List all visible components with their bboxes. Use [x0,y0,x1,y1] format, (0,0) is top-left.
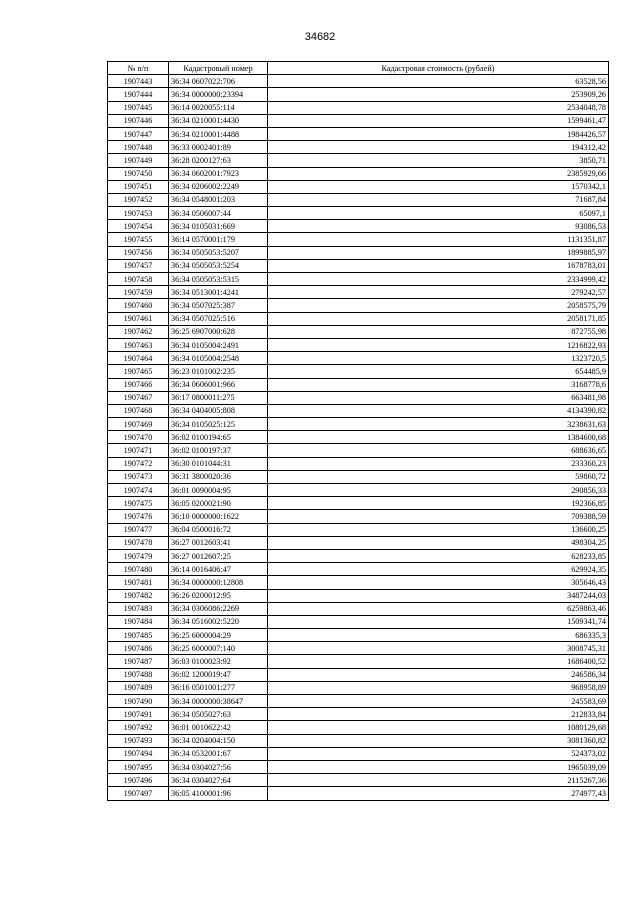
row-number-cell: 1907468 [108,404,169,417]
table-row [108,681,609,694]
table-header [108,62,609,75]
row-number-cell: 1907469 [108,418,169,431]
row-number-cell: 1907454 [108,220,169,233]
table-row [108,760,609,773]
cadastral-number-cell: 36:34 0000000:38647 [169,695,268,708]
cadastral-value-cell: 1384600,68 [268,431,609,444]
row-number-cell: 1907444 [108,88,169,101]
row-number-cell: 1907470 [108,431,169,444]
table-row [108,549,609,562]
row-number-cell: 1907485 [108,629,169,642]
cadastral-value-cell: 65097,1 [268,207,609,220]
cadastral-value-cell: 3168778,6 [268,378,609,391]
cadastral-value-cell: 279242,57 [268,286,609,299]
table-row [108,101,609,114]
cadastral-value-cell: 2385929,66 [268,167,609,180]
cadastral-number-cell: 36:34 0507025:387 [169,299,268,312]
cadastral-number-cell: 36:17 0800011:275 [169,391,268,404]
row-number-cell: 1907491 [108,708,169,721]
cadastral-value-cell: 629924,35 [268,563,609,576]
cadastral-value-cell: 246586,34 [268,668,609,681]
cadastral-value-cell: 1131351,87 [268,233,609,246]
row-number-cell: 1907461 [108,312,169,325]
table-row [108,536,609,549]
page-number: 34682 [304,31,336,43]
table-row [108,154,609,167]
table-row [108,299,609,312]
row-number-cell: 1907453 [108,207,169,220]
cadastral-number-cell: 36:34 0304027:56 [169,760,268,773]
cadastral-number-cell: 36:34 0206002:2249 [169,180,268,193]
row-number-cell: 1907488 [108,668,169,681]
cadastral-number-cell: 36:34 0404005:808 [169,404,268,417]
cadastral-number-cell: 36:34 0607022:706 [169,75,268,88]
table-row [108,167,609,180]
cadastral-value-cell: 686335,3 [268,629,609,642]
cadastral-value-cell: 3081360,82 [268,734,609,747]
cadastral-number-cell: 36:34 0105025:125 [169,418,268,431]
table-row [108,615,609,628]
row-number-cell: 1907455 [108,233,169,246]
cadastral-number-cell: 36:34 0000000:23394 [169,88,268,101]
cadastral-number-cell: 36:27 0012603:41 [169,536,268,549]
cadastral-value-cell: 1323720,5 [268,352,609,365]
table-row [108,114,609,127]
row-number-cell: 1907456 [108,246,169,259]
cadastral-value-cell: 3238631,63 [268,418,609,431]
table-row [108,589,609,602]
table-row [108,787,609,800]
row-number-cell: 1907465 [108,365,169,378]
table-row [108,457,609,470]
table-row [108,180,609,193]
cadastral-value-cell: 1686400,52 [268,655,609,668]
table-row [108,655,609,668]
table-row [108,774,609,787]
table-row [108,747,609,760]
table-row [108,220,609,233]
table-row [108,734,609,747]
cadastral-value-cell: 194312,42 [268,141,609,154]
cadastral-value-cell: 3008745,31 [268,642,609,655]
cadastral-number-cell: 36:34 0505053:5254 [169,259,268,272]
row-number-cell: 1907451 [108,180,169,193]
cadastral-value-cell: 136600,25 [268,523,609,536]
cadastral-value-table [107,61,609,801]
cadastral-value-cell: 968958,89 [268,681,609,694]
table-row [108,431,609,444]
row-number-cell: 1907445 [108,101,169,114]
cadastral-value-cell: 3850,71 [268,154,609,167]
cadastral-number-cell: 36:14 0016406:47 [169,563,268,576]
cadastral-value-cell: 2334999,42 [268,273,609,286]
cadastral-number-cell: 36:34 0505053:5315 [169,273,268,286]
table-row [108,325,609,338]
table-row [108,286,609,299]
cadastral-number-cell: 36:34 0105004:2548 [169,352,268,365]
row-number-cell: 1907495 [108,760,169,773]
row-number-cell: 1907490 [108,695,169,708]
cadastral-number-cell: 36:01 0010622:42 [169,721,268,734]
row-number-cell: 1907462 [108,325,169,338]
row-number-cell: 1907447 [108,127,169,140]
row-number-cell: 1907478 [108,536,169,549]
table-row [108,695,609,708]
table-row [108,193,609,206]
row-number-cell: 1907487 [108,655,169,668]
cadastral-value-cell: 1965039,09 [268,760,609,773]
cadastral-number-cell: 36:34 0606001:966 [169,378,268,391]
cadastral-value-cell: 6259863,46 [268,602,609,615]
cadastral-number-cell: 36:23 0101002:235 [169,365,268,378]
row-number-cell: 1907458 [108,273,169,286]
table-row [108,668,609,681]
cadastral-number-cell: 36:34 0505053:5207 [169,246,268,259]
row-number-cell: 1907486 [108,642,169,655]
cadastral-value-cell: 1899885,97 [268,246,609,259]
row-number-cell: 1907457 [108,259,169,272]
cadastral-number-cell: 36:14 0570001:179 [169,233,268,246]
row-number-cell: 1907449 [108,154,169,167]
cadastral-value-cell: 498304,25 [268,536,609,549]
cadastral-number-cell: 36:05 0200021:90 [169,497,268,510]
cadastral-value-cell: 2534048,78 [268,101,609,114]
cadastral-number-cell: 36:14 0020055:114 [169,101,268,114]
table-row [108,127,609,140]
cadastral-number-cell: 36:34 0602001:7923 [169,167,268,180]
row-number-cell: 1907497 [108,787,169,800]
cadastral-value-cell: 872755,98 [268,325,609,338]
table-row [108,708,609,721]
table-row [108,470,609,483]
cadastral-number-cell: 36:34 0505027:63 [169,708,268,721]
table-row [108,629,609,642]
cadastral-number-cell: 36:04 0500016:72 [169,523,268,536]
row-number-cell: 1907473 [108,470,169,483]
row-number-cell: 1907448 [108,141,169,154]
cadastral-value-cell: 59860,72 [268,470,609,483]
row-number-cell: 1907475 [108,497,169,510]
cadastral-value-cell: 709388,59 [268,510,609,523]
table-row [108,444,609,457]
cadastral-number-cell: 36:34 0204004:150 [169,734,268,747]
row-number-cell: 1907496 [108,774,169,787]
cadastral-value-cell: 71687,84 [268,193,609,206]
cadastral-number-cell: 36:34 0532001:67 [169,747,268,760]
table-row [108,418,609,431]
cadastral-number-cell: 36:34 0105004:2491 [169,338,268,351]
cadastral-number-cell: 36:34 0507025:516 [169,312,268,325]
cadastral-number-cell: 36:34 0210001:4488 [169,127,268,140]
cadastral-value-cell: 1216822,93 [268,338,609,351]
cadastral-number-cell: 36:34 0516002:5220 [169,615,268,628]
row-number-cell: 1907480 [108,563,169,576]
cadastral-number-cell: 36:34 0513001:4241 [169,286,268,299]
cadastral-number-cell: 36:16 0501001:277 [169,681,268,694]
row-number-cell: 1907443 [108,75,169,88]
cadastral-number-cell: 36:25 6907000:628 [169,325,268,338]
cadastral-number-cell: 36:34 0000000:12808 [169,576,268,589]
cadastral-number-cell: 36:27 0012607:25 [169,549,268,562]
cadastral-value-cell: 654485,9 [268,365,609,378]
row-number-cell: 1907489 [108,681,169,694]
cadastral-number-cell: 36:01 0090004:95 [169,484,268,497]
cadastral-number-cell: 36:34 0210001:4430 [169,114,268,127]
cadastral-value-cell: 93086,53 [268,220,609,233]
cadastral-value-cell: 1080129,68 [268,721,609,734]
table-row [108,642,609,655]
cadastral-number-cell: 36:05 4100001:96 [169,787,268,800]
table-row [108,246,609,259]
table-row [108,721,609,734]
cadastral-number-cell: 36:25 6000007:140 [169,642,268,655]
cadastral-value-cell: 305646,43 [268,576,609,589]
table-row [108,391,609,404]
table-row [108,365,609,378]
cadastral-value-cell: 274977,43 [268,787,609,800]
cadastral-number-cell: 36:10 0000000:1622 [169,510,268,523]
cadastral-value-cell: 1678783,01 [268,259,609,272]
row-number-cell: 1907482 [108,589,169,602]
row-number-cell: 1907466 [108,378,169,391]
cadastral-value-cell: 663481,98 [268,391,609,404]
cadastral-number-cell: 36:30 0101044:31 [169,457,268,470]
cadastral-number-cell: 36:28 0200127:63 [169,154,268,167]
cadastral-number-cell: 36:02 0100194:65 [169,431,268,444]
table-row [108,510,609,523]
row-number-cell: 1907446 [108,114,169,127]
cadastral-value-cell: 212833,84 [268,708,609,721]
row-number-cell: 1907471 [108,444,169,457]
table-row [108,312,609,325]
header-row-number: № п/п [108,62,169,75]
table-row [108,484,609,497]
header-cadastral-number: Кадастровый номер [169,62,268,75]
row-number-cell: 1907476 [108,510,169,523]
table-row [108,338,609,351]
table-row [108,523,609,536]
cadastral-value-cell: 3487244,03 [268,589,609,602]
cadastral-value-cell: 4134390,82 [268,404,609,417]
cadastral-value-cell: 2058171,85 [268,312,609,325]
cadastral-value-cell: 1570342,1 [268,180,609,193]
cadastral-value-cell: 192366,85 [268,497,609,510]
row-number-cell: 1907484 [108,615,169,628]
table-row [108,602,609,615]
cadastral-value-cell: 245583,69 [268,695,609,708]
table-row [108,576,609,589]
cadastral-number-cell: 36:34 0506007:44 [169,207,268,220]
table-row [108,378,609,391]
cadastral-number-cell: 36:34 0548001:203 [169,193,268,206]
row-number-cell: 1907492 [108,721,169,734]
row-number-cell: 1907481 [108,576,169,589]
row-number-cell: 1907477 [108,523,169,536]
table-row [108,497,609,510]
cadastral-number-cell: 36:31 3800020:36 [169,470,268,483]
cadastral-value-cell: 1984426,57 [268,127,609,140]
cadastral-number-cell: 36:34 0304027:64 [169,774,268,787]
header-row [108,62,609,75]
row-number-cell: 1907464 [108,352,169,365]
row-number-cell: 1907463 [108,338,169,351]
row-number-cell: 1907460 [108,299,169,312]
table-row [108,563,609,576]
cadastral-number-cell: 36:34 0105031:669 [169,220,268,233]
row-number-cell: 1907493 [108,734,169,747]
cadastral-value-cell: 233360,23 [268,457,609,470]
row-number-cell: 1907474 [108,484,169,497]
cadastral-value-cell: 1509341,74 [268,615,609,628]
row-number-cell: 1907467 [108,391,169,404]
cadastral-number-cell: 36:25 6000004:29 [169,629,268,642]
cadastral-value-cell: 524373,02 [268,747,609,760]
cadastral-value-cell: 688636,65 [268,444,609,457]
table-row [108,259,609,272]
table-row [108,141,609,154]
row-number-cell: 1907483 [108,602,169,615]
table-body [108,75,609,800]
row-number-cell: 1907459 [108,286,169,299]
cadastral-value-cell: 253909,26 [268,88,609,101]
row-number-cell: 1907494 [108,747,169,760]
cadastral-value-cell: 2115267,36 [268,774,609,787]
cadastral-number-cell: 36:02 0100197:37 [169,444,268,457]
cadastral-number-cell: 36:26 0200012:95 [169,589,268,602]
row-number-cell: 1907452 [108,193,169,206]
table-row [108,233,609,246]
cadastral-number-cell: 36:33 0002401:89 [169,141,268,154]
table-row [108,88,609,101]
cadastral-number-cell: 36:34 0306086:2269 [169,602,268,615]
cadastral-value-cell: 290856,33 [268,484,609,497]
header-cadastral-value: Кадастровая стоимость (рублей) [268,62,609,75]
table-row [108,352,609,365]
cadastral-number-cell: 36:03 0100023:92 [169,655,268,668]
table-row [108,75,609,88]
cadastral-value-cell: 63528,56 [268,75,609,88]
row-number-cell: 1907472 [108,457,169,470]
row-number-cell: 1907479 [108,549,169,562]
cadastral-value-cell: 628233,85 [268,549,609,562]
cadastral-number-cell: 36:02 1200019:47 [169,668,268,681]
table-row [108,207,609,220]
cadastral-value-cell: 2058575,79 [268,299,609,312]
table-row [108,273,609,286]
row-number-cell: 1907450 [108,167,169,180]
table-row [108,404,609,417]
cadastral-value-cell: 1599461,47 [268,114,609,127]
